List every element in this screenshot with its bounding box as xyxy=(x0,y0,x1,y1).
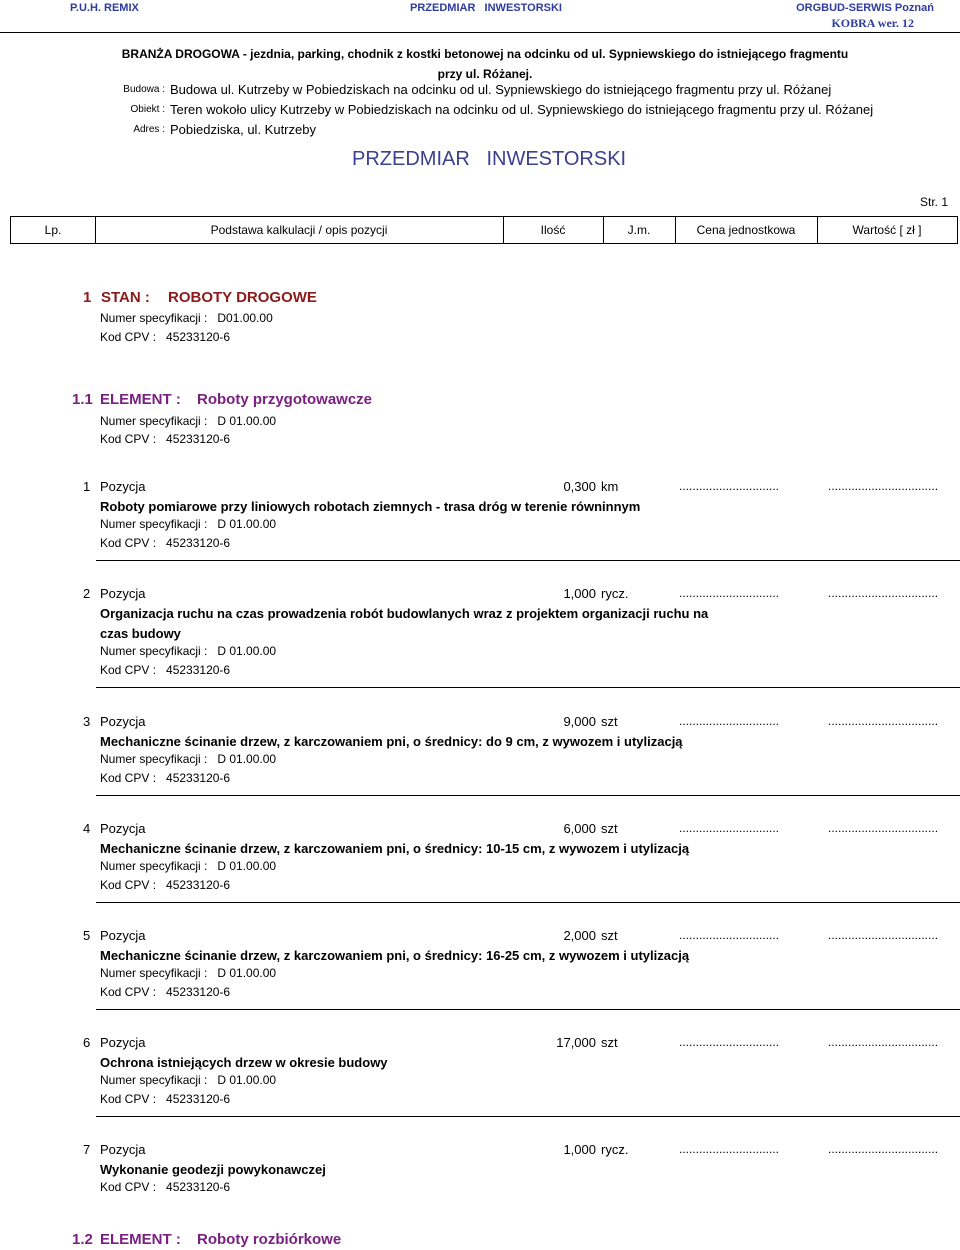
meta-adres-label: Adres : xyxy=(133,124,165,135)
stan-cpv: Kod CPV : 45233120-6 xyxy=(100,330,231,344)
position-separator xyxy=(96,560,960,561)
element-label: ELEMENT : xyxy=(100,1231,181,1248)
position-cpv: Kod CPV : 45233120-6 xyxy=(100,878,231,892)
position-unit-price: .............................. xyxy=(679,928,780,942)
position-unit: szt xyxy=(601,1035,618,1050)
position-value: ................................. xyxy=(828,1035,939,1049)
position-spec: Numer specyfikacji : D 01.00.00 xyxy=(100,517,277,531)
position-spec: Numer specyfikacji : D 01.00.00 xyxy=(100,644,277,658)
position-label: Pozycja xyxy=(100,1035,146,1050)
position-description: Mechaniczne ścinanie drzew, z karczowaniem pni, o średnicy: do 9 cm, z wywozem i utylizacją xyxy=(100,734,683,749)
position-separator xyxy=(96,1116,960,1117)
branch-title: BRANŻA DROGOWA - jezdnia, parking, chodnik z kostki betonowej na odcinku od ul. Sypniewskiego do istniejącego fragmentu przy ul. Różanej. xyxy=(121,47,849,81)
position-cpv: Kod CPV : 45233120-6 xyxy=(100,536,231,550)
position-spec: Numer specyfikacji : D 01.00.00 xyxy=(100,966,277,980)
position-unit-price: .............................. xyxy=(679,479,780,493)
position-unit: rycz. xyxy=(601,586,629,601)
col-lp: Lp. xyxy=(11,217,96,243)
position-value: ................................. xyxy=(828,928,939,942)
element-spec: Numer specyfikacji : D 01.00.00 xyxy=(100,414,277,428)
position-unit-price: .............................. xyxy=(679,714,780,728)
meta-obiekt-value: Teren wokoło ulicy Kutrzeby w Pobiedziskach na odcinku od ul. Sypniewskiego do istniejącego fragmentu przy ul. Różanej xyxy=(170,102,874,117)
page-title: PRZEDMIAR INWESTORSKI xyxy=(352,148,627,170)
position-description: Organizacja ruchu na czas prowadzenia robót budowlanych wraz z projektem organizacji ruchu na czas budowy xyxy=(100,606,709,641)
col-unit-price: Cena jednostkowa xyxy=(675,217,818,243)
position-separator xyxy=(96,1009,960,1010)
position-label: Pozycja xyxy=(100,586,146,601)
position-cpv: Kod CPV : 45233120-6 xyxy=(100,1092,231,1106)
position-unit: szt xyxy=(601,821,618,836)
element-name: Roboty rozbiórkowe xyxy=(197,1231,342,1248)
header-version: KOBRA wer. 12 xyxy=(831,16,914,30)
position-unit: km xyxy=(601,479,619,494)
position-separator xyxy=(96,902,960,903)
position-value: ................................. xyxy=(828,1142,939,1156)
col-value: Wartość [ zł ] xyxy=(852,223,922,237)
position-unit-price: .............................. xyxy=(679,821,780,835)
position-lp: 3 xyxy=(83,714,91,729)
meta-budowa-label: Budowa : xyxy=(123,84,165,95)
position-quantity: 9,000 xyxy=(563,714,596,729)
header-company-right: ORGBUD-SERWIS Poznań xyxy=(796,2,934,14)
position-unit-price: .............................. xyxy=(679,586,780,600)
position-value: ................................. xyxy=(828,586,939,600)
position-separator xyxy=(96,687,960,688)
position-unit-price: .............................. xyxy=(679,1035,780,1049)
position-quantity: 0,300 xyxy=(563,479,596,494)
position-value: ................................. xyxy=(828,479,939,493)
position-lp: 5 xyxy=(83,928,91,943)
element-cpv: Kod CPV : 45233120-6 xyxy=(100,432,231,446)
position-unit: rycz. xyxy=(601,1142,629,1157)
element-name: Roboty przygotowawcze xyxy=(197,391,373,408)
position-quantity: 17,000 xyxy=(556,1035,596,1050)
position-value: ................................. xyxy=(828,821,939,835)
position-separator xyxy=(96,795,960,796)
position-cpv: Kod CPV : 45233120-6 xyxy=(100,663,231,677)
position-unit: szt xyxy=(601,928,618,943)
position-quantity: 1,000 xyxy=(563,1142,596,1157)
stan-spec: Numer specyfikacji : D01.00.00 xyxy=(100,311,273,325)
position-description: Mechaniczne ścinanie drzew, z karczowaniem pni, o średnicy: 16-25 cm, z wywozem i utylizacją xyxy=(100,948,690,963)
position-spec: Numer specyfikacji : D 01.00.00 xyxy=(100,859,277,873)
stan-label: STAN : xyxy=(101,289,150,306)
col-quantity: Ilość xyxy=(503,217,604,243)
page-number: Str. 1 xyxy=(919,195,948,209)
position-description: Ochrona istniejących drzew w okresie budowy xyxy=(100,1055,388,1070)
col-description: Podstawa kalkulacji / opis pozycji xyxy=(95,217,504,243)
position-cpv: Kod CPV : 45233120-6 xyxy=(100,985,231,999)
position-spec: Numer specyfikacji : D 01.00.00 xyxy=(100,1073,277,1087)
position-lp: 2 xyxy=(83,586,91,601)
table-header xyxy=(10,216,958,244)
position-unit-price: .............................. xyxy=(679,1142,780,1156)
col-unit: J.m. xyxy=(603,217,676,243)
position-quantity: 2,000 xyxy=(563,928,596,943)
meta-adres-value: Pobiedziska, ul. Kutrzeby xyxy=(170,122,316,137)
position-quantity: 6,000 xyxy=(563,821,596,836)
position-description: Roboty pomiarowe przy liniowych robotach ziemnych - trasa dróg w terenie równinnym xyxy=(100,499,641,514)
element-label: ELEMENT : xyxy=(100,391,181,408)
position-quantity: 1,000 xyxy=(563,586,596,601)
page-header xyxy=(0,2,960,32)
position-value: ................................. xyxy=(828,714,939,728)
header-company-left: P.U.H. REMIX xyxy=(70,2,139,14)
element-number: 1.1 xyxy=(72,391,93,408)
position-label: Pozycja xyxy=(100,928,146,943)
position-cpv: Kod CPV : 45233120-6 xyxy=(100,1180,231,1194)
position-spec: Numer specyfikacji : D 01.00.00 xyxy=(100,752,277,766)
position-lp: 1 xyxy=(83,479,91,494)
position-description: Mechaniczne ścinanie drzew, z karczowaniem pni, o średnicy: 10-15 cm, z wywozem i utylizacją xyxy=(100,841,690,856)
position-unit: szt xyxy=(601,714,618,729)
position-label: Pozycja xyxy=(100,479,146,494)
position-lp: 6 xyxy=(83,1035,91,1050)
position-cpv: Kod CPV : 45233120-6 xyxy=(100,771,231,785)
position-label: Pozycja xyxy=(100,1142,146,1157)
element-number: 1.2 xyxy=(72,1231,93,1248)
position-label: Pozycja xyxy=(100,714,146,729)
header-doc-type: PRZEDMIAR INWESTORSKI xyxy=(410,2,562,14)
stan-number: 1 xyxy=(83,289,92,306)
position-label: Pozycja xyxy=(100,821,146,836)
meta-obiekt-label: Obiekt : xyxy=(130,104,165,115)
position-lp: 7 xyxy=(83,1142,91,1157)
position-lp: 4 xyxy=(83,821,91,836)
stan-name: ROBOTY DROGOWE xyxy=(168,289,317,306)
position-description: Wykonanie geodezji powykonawczej xyxy=(100,1162,326,1177)
meta-budowa-value: Budowa ul. Kutrzeby w Pobiedziskach na odcinku od ul. Sypniewskiego do istniejącego fragmentu przy ul. Różanej xyxy=(170,82,832,97)
header-divider xyxy=(0,32,960,33)
